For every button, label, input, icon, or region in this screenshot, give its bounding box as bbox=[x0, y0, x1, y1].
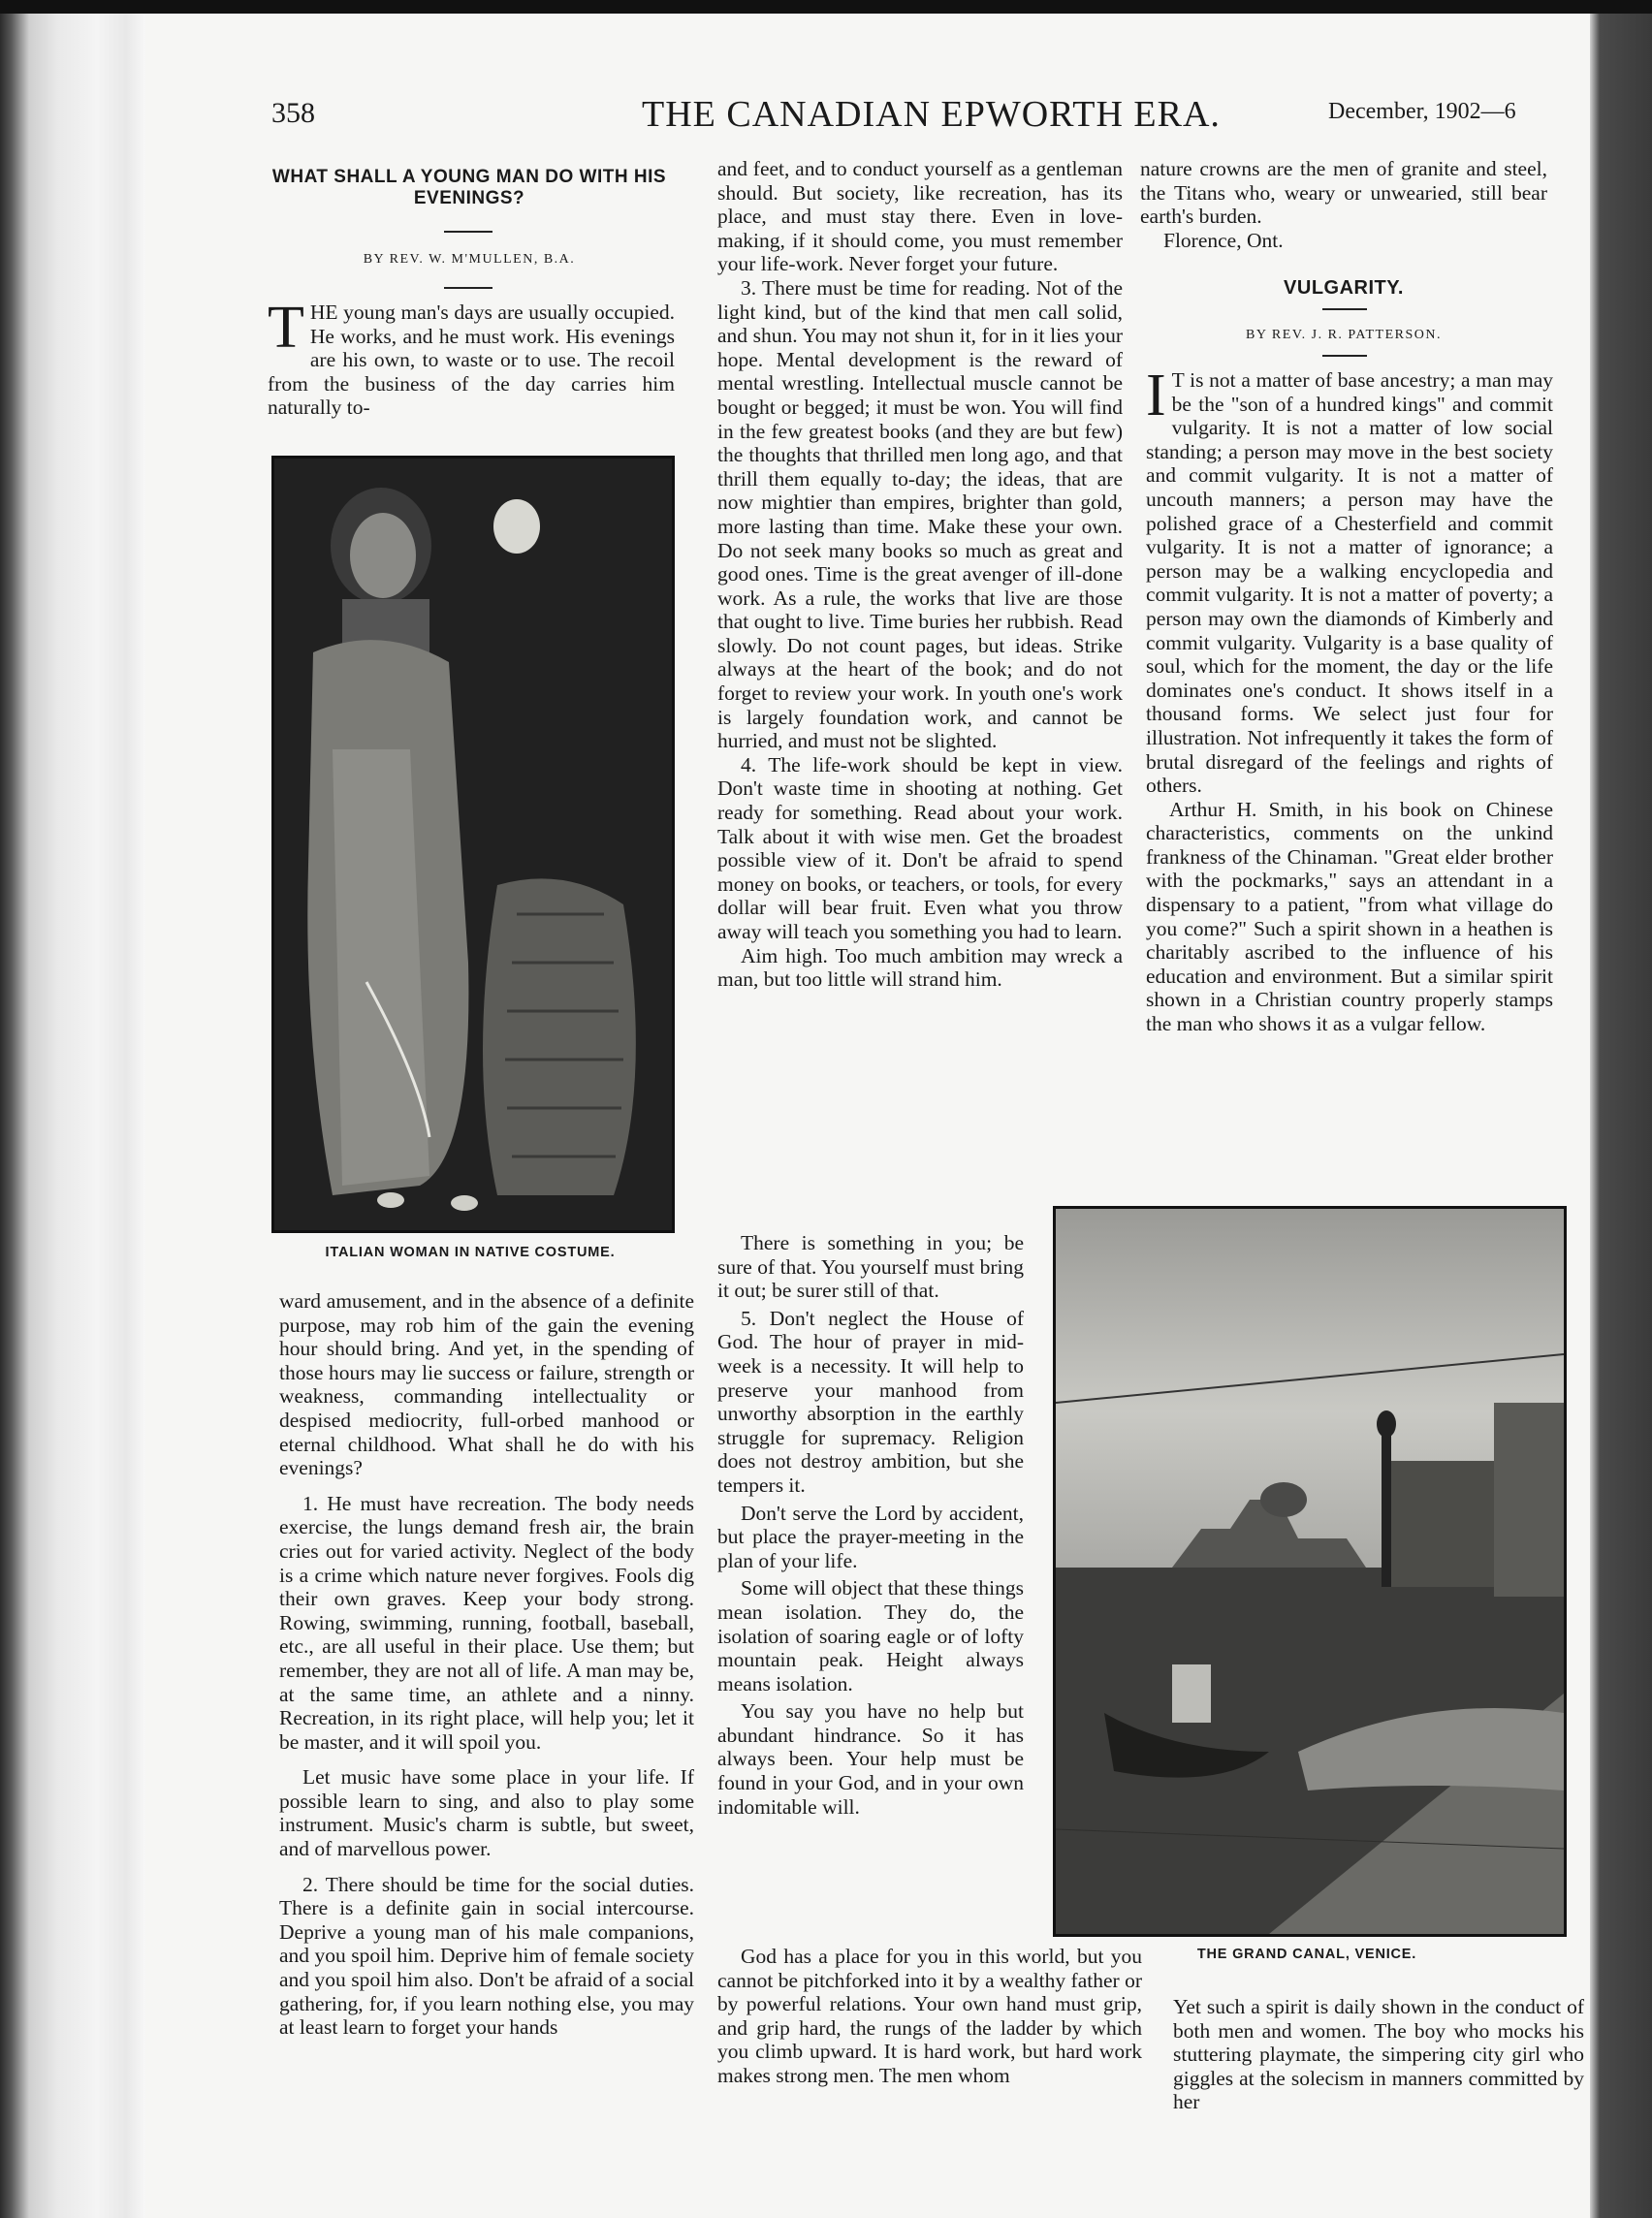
italian-woman-photo bbox=[271, 456, 675, 1233]
journal-title: THE CANADIAN EPWORTH ERA. bbox=[642, 94, 1221, 135]
article1-col1-continued bbox=[279, 1289, 694, 2040]
top-border bbox=[0, 0, 1652, 14]
paragraph: Aim high. Too much ambition may wreck a man, but too little will strand him. bbox=[717, 943, 1123, 992]
paragraph: Yet such a spirit is daily shown in the conduct of both men and women. The boy who mocks his stuttering playmate, the simpering city girl who giggles at the solecism in manners committed by her bbox=[1173, 1995, 1584, 2114]
figure-caption: ITALIAN WOMAN IN NATIVE COSTUME. bbox=[325, 1245, 616, 1260]
paragraph: 4. The life-work should be kept in view. Don't waste time in shooting at nothing. Get ready for something. Read about your work. Talk about it with wise men. Get the broadest possible view of it. Don't be afraid to spend money on books, or teachers, or tools, for every dollar will bear fruit. Even what you throw away will teach you something you had to learn. bbox=[717, 752, 1123, 943]
paragraph: and feet, and to conduct yourself as a gentleman should. But society, like recreation, has its place, and must stay there. Even in love-making, if it should come, you must remember your life-work. Never forget your future. bbox=[717, 157, 1123, 276]
byline: BY REV. J. R. PATTERSON. bbox=[1246, 328, 1442, 342]
divider bbox=[1322, 308, 1367, 310]
paragraph: There is something in you; be sure of that. You yourself must bring it out; be surer still of that. bbox=[717, 1231, 1024, 1303]
page-number: 358 bbox=[271, 97, 315, 129]
article2-col3-bottom bbox=[1173, 1995, 1584, 2114]
divider bbox=[444, 231, 492, 233]
article1-col3 bbox=[1140, 157, 1547, 252]
article2-body bbox=[1146, 363, 1553, 1036]
grand-canal-photo bbox=[1053, 1206, 1567, 1937]
byline: BY REV. W. M'MULLEN, B.A. bbox=[363, 252, 576, 267]
paragraph: 2. There should be time for the social duties. There is a definite gain in social intercourse. Deprive a young man of his male companions, and you spoil him. Deprive him of female society and you spoil him also. Don't be afraid of a social gathering, for, if you learn nothing else, you may at least learn to forget your hands bbox=[279, 1872, 694, 2040]
paragraph: ward amusement, and in the absence of a definite purpose, may rob him of the gain the evening hour should bring. And yet, in the spending of those hours may lie success or failure, strength or weakness, commanding intellectuality or despised mediocrity, full-orbed manhood or eternal childhood. What shall he do with his evenings? bbox=[279, 1289, 694, 1480]
figure-caption: THE GRAND CANAL, VENICE. bbox=[1196, 1947, 1417, 1962]
paragraph: 5. Don't neglect the House of God. The hour of prayer in mid-week is a necessity. It will help to preserve your manhood from unworthy absorption in the earthly struggle for supremacy. Religion does not destroy ambition, but she tempers it. bbox=[717, 1306, 1024, 1497]
paragraph: 1. He must have recreation. The body needs exercise, the lungs demand fresh air, the brain cries out for varied activity. Neglect of the body is a crime which nature never forgives. Fools dig their own graves. Keep your body strong. Rowing, swimming, running, football, baseball, etc., are all useful in their place. Use them; but remember, they are not all of life. A man may be, at the same time, an athlete and a ninny. Recreation, in its right place, will help you; let it be master, and it will spoil you. bbox=[279, 1491, 694, 1754]
paragraph: Some will object that these things mean isolation. They do, the isolation of soaring eagle or of lofty mountain peak. Height always means isolation. bbox=[717, 1576, 1024, 1695]
article1-col2-bottom bbox=[717, 1945, 1142, 2088]
paragraph: Arthur H. Smith, in his book on Chinese characteristics, comments on the unkind frankness of the Chinaman. "Great elder brother with the pockmarks," says an attendant in a dispensary to a patient, "from what village do you come?" Such a spirit shown in a heathen is charitably ascribed to the influence of his education and environment. But a similar spirit shown in a Christian country properly stamps the man who shows it as a vulgar fellow. bbox=[1146, 797, 1553, 1036]
divider bbox=[444, 287, 492, 289]
paragraph: T is not a matter of base ancestry; a man may be the "son of a hundred kings" and commit vulgarity. It is not a matter of low social standing; a person may move in the best society and commit vulgarity. It is not a matter of uncouth manners; a person may have the polished grace of a Chesterfield and commit vulgarity. It is not a matter of ignorance; a person may be a walking encyclopedia and commit vulgarity. It is not a matter of poverty; a person may own the diamonds of Kimberly and commit vulgarity. Vulgarity is a base quality of soul, which for the moment, the day or the life dominates one's conduct. It shows itself in a thousand forms. We select just four for illustration. Not infrequently it takes the form of brutal disregard of the feelings and rights of others. bbox=[1146, 368, 1553, 798]
paragraph: nature crowns are the men of granite and steel, the Titans who, weary or unwearied, still bear earth's burden. bbox=[1140, 157, 1547, 229]
book-spine bbox=[0, 14, 145, 2218]
article-intro bbox=[268, 295, 675, 420]
article1-col2-narrow bbox=[717, 1231, 1024, 1819]
page-edge bbox=[1590, 14, 1652, 2218]
signoff: Florence, Ont. bbox=[1163, 228, 1284, 252]
article-title: WHAT SHALL A YOUNG MAN DO WITH HIS EVENINGS? bbox=[271, 167, 667, 208]
article1-col2 bbox=[717, 157, 1123, 992]
intro-text: HE young man's days are usually occupied. He works, and he must work. His evenings are his own, to waste or to use. The recoil from the business of the day carries him naturally to- bbox=[268, 301, 675, 420]
paragraph: You say you have no help but abundant hindrance. So it has always been. Your help must be found in your God, and in your own indomitable will. bbox=[717, 1699, 1024, 1819]
paragraph: Don't serve the Lord by accident, but place the prayer-meeting in the plan of your life. bbox=[717, 1501, 1024, 1572]
drop-cap: I bbox=[1146, 363, 1166, 428]
issue-date: December, 1902—6 bbox=[1328, 99, 1516, 124]
paragraph: God has a place for you in this world, but you cannot be pitchforked into it by a wealthy father or by powerful relations. Your own hand must grip, and grip hard, the rungs of the ladder by which you climb upward. It is hard work, but hard work makes strong men. The men whom bbox=[717, 1945, 1142, 2087]
paragraph: 3. There must be time for reading. Not of the light kind, but of the kind that men call solid, and shun. You may not shun it, for in it lies your hope. Mental development is the reward of mental wrestling. Intellectual muscle cannot be bought or begged; it must be won. You will find in the few greatest books (and they are but few) the thoughts that thrilled men long ago, and that thrill them equally to-day; the ideas, that are now mightier than empires, brighter than gold, more lasting than time. Make these your own. Do not seek many books so much as great and good ones. Time is the great avenger of ill-done work. As a rule, the works that live are those that ought to live. Time buries her rubbish. Read slowly. Do not count pages, but ideas. Strike always at the heart of the book; and do not forget to review your work. In youth one's work is largely foundation work, and cannot be hurried, and must not be slighted. bbox=[717, 275, 1123, 753]
drop-cap: T bbox=[268, 295, 304, 361]
paragraph: Let music have some place in your life. If possible learn to sing, and also to play some instrument. Music's charm is subtle, but sweet, and of marvellous power. bbox=[279, 1765, 694, 1861]
divider bbox=[1322, 355, 1367, 357]
article-title: VULGARITY. bbox=[1284, 277, 1404, 299]
